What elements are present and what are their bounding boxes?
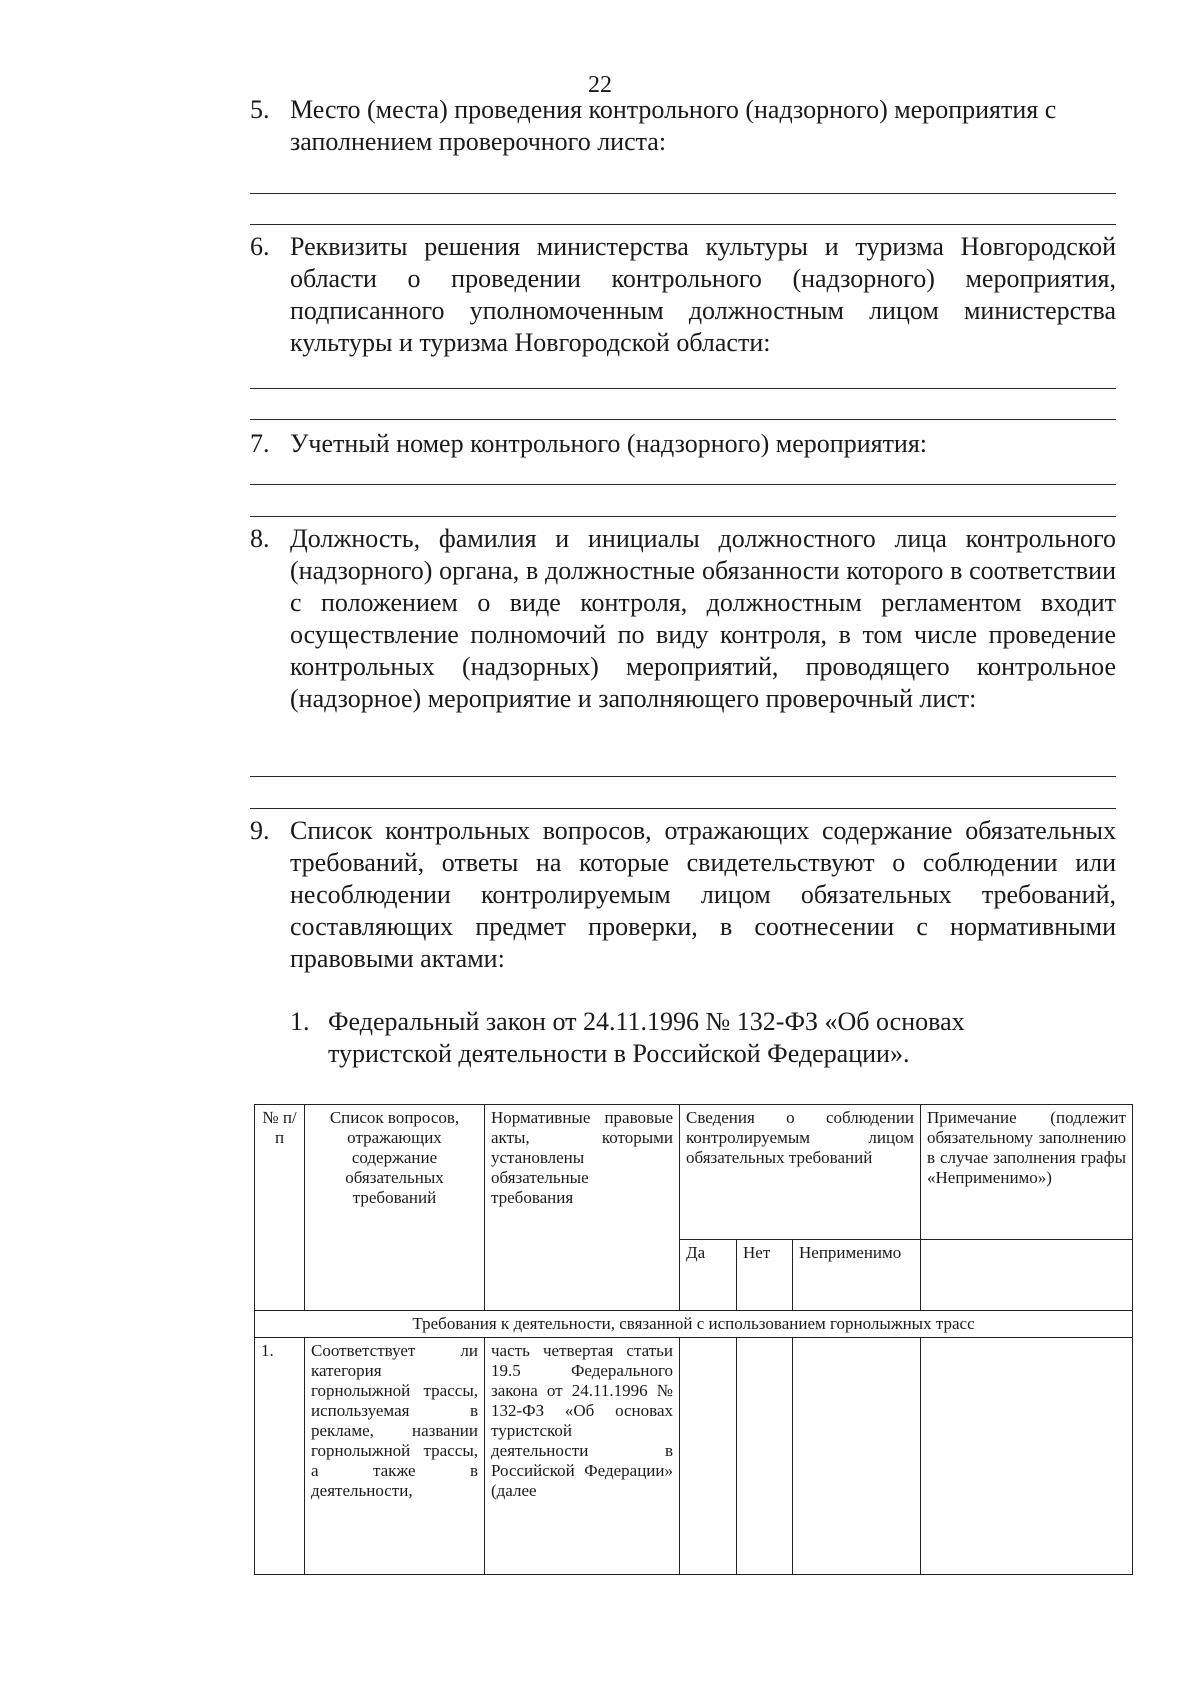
header-note: Примечание (подлежит обязательному заполнению в случае заполнения графы «Неприменимо») [921,1105,1133,1240]
item-6 [250,231,1116,359]
row-act: часть четвертая статьи 19.5 Федерального закона от 24.11.1996 № 132-ФЗ «Об основах туристской деятельности в Российской Федерации» (далее [485,1338,680,1575]
row-yes-cell[interactable] [680,1338,737,1575]
row-na-cell[interactable] [793,1338,921,1575]
header-note-empty [921,1240,1133,1311]
item-8 [250,523,1116,715]
fill-line-5a [250,193,1116,194]
item-9 [250,815,1116,975]
item-text: Учетный номер контрольного (надзорного) мероприятия: [290,429,928,458]
fill-line-8b [250,808,1116,809]
law-item-number: 1. [290,1007,310,1036]
fill-line-6a [250,388,1116,389]
header-row [255,1105,1133,1240]
fill-line-5b [250,224,1116,225]
header-num: № п/п [255,1105,305,1311]
row-note-cell[interactable] [921,1338,1133,1575]
item-text: Реквизиты решения министерства культуры и туризма Новгородской области о проведении контрольного (надзорного) мероприятия, подписанного уполномоченным должностным лицом министерства культуры и туризма Новгородской области: [290,232,1116,357]
page-number: 22 [588,72,612,98]
header-questions: Список вопросов, отражающих содержание обязательных требований [305,1105,485,1311]
item-number: 8. [250,524,270,553]
item-text: Должность, фамилия и инициалы должностного лица контрольного (надзорного) органа, в должностные обязанности которого в соответствии с положением о виде контроля, должностным регламентом входит осуществление полномочий по виду контроля, в том числе проведение контрольных (надзорных) мероприятий, проводящего контрольное (надзорное) мероприятие и заполняющего проверочный лист: [290,524,1116,713]
row-question: Соответствует ли категория горнолыжной трассы, используемая в рекламе, названии горнолыжной трассы, а также в деятельности, [305,1338,485,1575]
law-item-text: Федеральный закон от 24.11.1996 № 132-ФЗ «Об основах туристской деятельности в Российской Федерации». [328,1007,965,1068]
fill-line-7a [250,484,1116,485]
item-number: 9. [250,816,270,845]
item-number: 5. [250,95,270,124]
fill-line-8a [250,776,1116,777]
item-5 [250,94,1116,158]
table-row [255,1338,1133,1575]
header-compliance: Сведения о соблюдении контролируемым лицом обязательных требований [680,1105,921,1240]
header-no: Нет [737,1240,793,1311]
section-title: Требования к деятельности, связанной с использованием горнолыжных трасс [255,1311,1133,1338]
item-number: 6. [250,232,270,261]
item-text: Место (места) проведения контрольного (надзорного) мероприятия с заполнением проверочного листа: [290,95,1057,156]
row-num: 1. [255,1338,305,1575]
header-acts: Нормативные правовые акты, которыми установлены обязательные требования [485,1105,680,1311]
section-row [255,1311,1133,1338]
row-no-cell[interactable] [737,1338,793,1575]
header-na: Неприменимо [793,1240,921,1311]
fill-line-6b [250,419,1116,420]
fill-line-7b [250,516,1116,517]
checklist-table [254,1104,1133,1575]
law-item-1 [290,1006,1090,1070]
item-text: Список контрольных вопросов, отражающих содержание обязательных требований, ответы на которые свидетельствуют о соблюдении или несоблюдении контролируемым лицом обязательных требований, составляющих предмет проверки, в соотнесении с нормативными правовыми актами: [290,816,1116,973]
item-7 [250,428,1116,460]
header-yes: Да [680,1240,737,1311]
item-number: 7. [250,429,270,458]
